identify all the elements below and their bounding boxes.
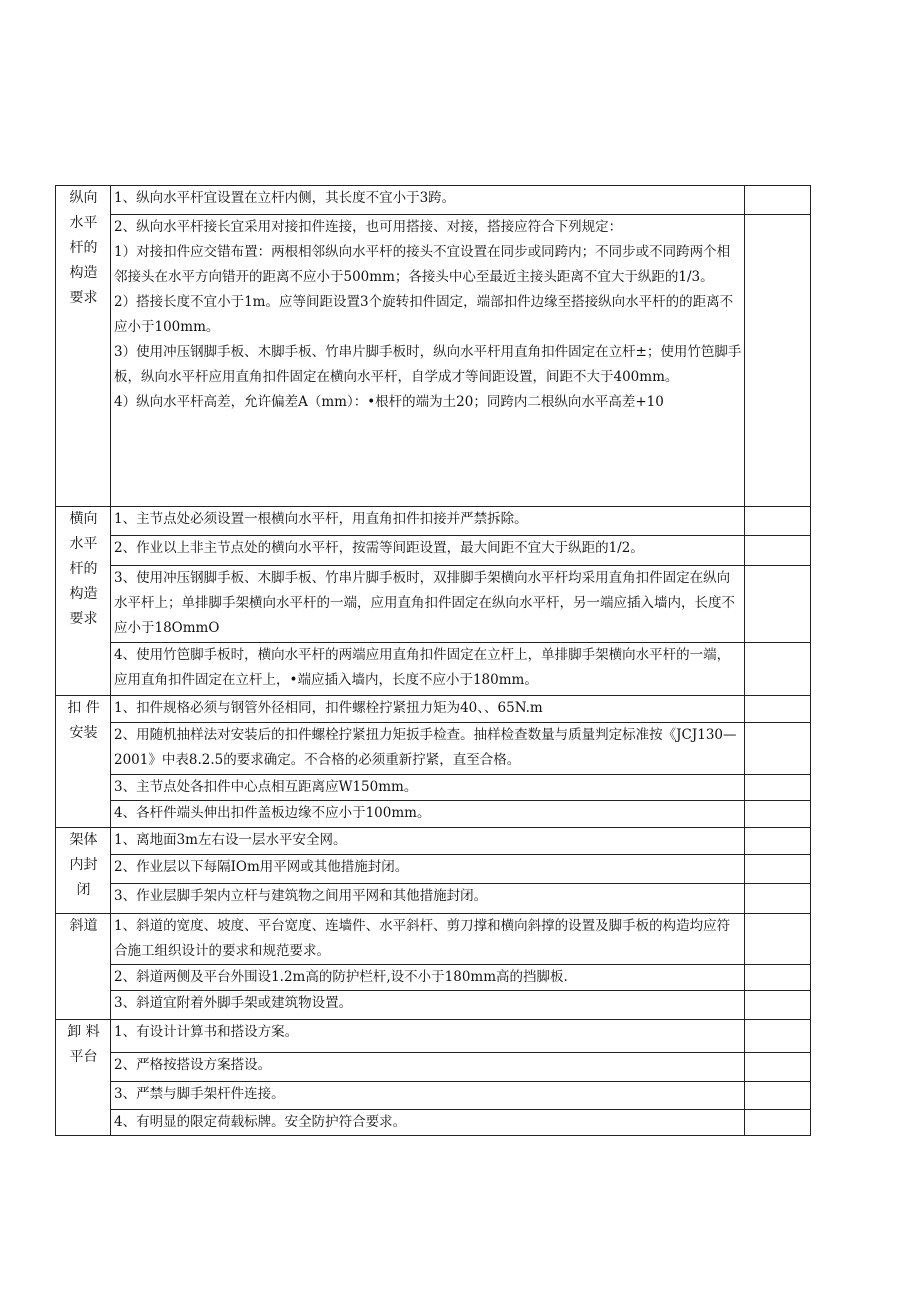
table-row <box>56 696 811 723</box>
check-cell <box>745 186 811 215</box>
item-cell: 4、有明显的限定荷载标牌。安全防护符合要求。 <box>111 1110 745 1136</box>
checklist-table <box>55 185 811 1136</box>
table-row <box>56 801 811 828</box>
table-row <box>56 828 811 855</box>
table-row <box>56 991 811 1020</box>
check-cell <box>745 1053 811 1082</box>
item-cell: 3、主节点处各扣件中心点相互距离应W150mm。 <box>111 775 745 801</box>
table-row <box>56 1110 811 1136</box>
item-cell: 2、用随机抽样法对安装后的扣件螺栓拧紧扭力矩扳手检查。抽样检查数量与质量判定标准按《JCJ130—2001》中表8.2.5的要求确定。不合格的必须重新拧紧，直至合格。 <box>111 723 745 775</box>
check-cell <box>745 914 811 965</box>
item-cell: 1、纵向水平杆宜设置在立杆内侧，其长度不宜小于3跨。 <box>111 186 745 215</box>
check-cell <box>745 775 811 801</box>
table-row <box>56 1053 811 1082</box>
check-cell <box>745 507 811 536</box>
check-cell <box>745 855 811 884</box>
item-cell: 2、作业以上非主节点处的横向水平杆，按需等间距设置，最大间距不宜大于纵距的1/2。 <box>111 536 745 566</box>
item-cell: 3、严禁与脚手架杆件连接。 <box>111 1082 745 1110</box>
check-cell <box>745 643 811 696</box>
check-cell <box>745 965 811 991</box>
item-cell: 1、斜道的宽度、坡度、平台宽度、连墙件、水平斜杆、剪刀撑和横向斜撑的设置及脚手板的构造均应符合施工组织设计的要求和规范要求。 <box>111 914 745 965</box>
check-cell <box>745 566 811 643</box>
check-cell <box>745 536 811 566</box>
table-row <box>56 536 811 566</box>
check-cell <box>745 801 811 828</box>
item-cell: 2、纵向水平杆接长宜采用对接扣件连接，也可用搭接、对接，搭接应符合下列规定： 1）对接扣件应交错布置：两根相邻纵向水平杆的接头不宜设置在同步或同跨内；不同步或不同跨两个相邻接头在水平方向错开的距离不应小于500mm；各接头中心至最近主接头距离不宜大于纵距的1/3。 2）搭接长度不宜小于1m。应等间距设置3个旋转扣件固定，端部扣件边缘至搭接纵向水平杆的的距离不应小于100mm。 3）使用冲压钢脚手板、木脚手板、竹串片脚手板时，纵向水平杆用直角扣件固定在立杆±；使用竹笆脚手板，纵向水平杆应用直角扣件固定在横向水平杆，自学成才等间距设置，间距不大于400mm。 4）纵向水平杆高差，允许偏差A（mm）：•根杆的端为土20；同跨内二根纵向水平高差+10 <box>111 215 745 507</box>
table-row <box>56 723 811 775</box>
check-cell <box>745 884 811 914</box>
check-cell <box>745 1110 811 1136</box>
check-cell <box>745 696 811 723</box>
table-row <box>56 1082 811 1110</box>
check-cell <box>745 723 811 775</box>
item-cell: 2、严格按搭设方案搭设。 <box>111 1053 745 1082</box>
category-cell: 纵向水平杆的构造要求 <box>56 186 111 507</box>
table-row <box>56 643 811 696</box>
item-cell: 1、离地面3m左右设一层水平安全网。 <box>111 828 745 855</box>
item-cell: 4、各杆件端头伸出扣件盖板边缘不应小于100mm。 <box>111 801 745 828</box>
category-cell: 卸 料平台 <box>56 1020 111 1136</box>
category-cell: 横向水平杆的构造要求 <box>56 507 111 696</box>
category-cell: 扣 件安装 <box>56 696 111 828</box>
item-cell: 3、使用冲压钢脚手板、木脚手板、竹串片脚手板时，双排脚手架横向水平杆均采用直角扣件固定在纵向水平杆上；单排脚手架横向水平杆的一端，应用直角扣件固定在纵向水平杆，另一端应插入墙内，长度不应小于18OmmO <box>111 566 745 643</box>
table-row <box>56 914 811 965</box>
table-row <box>56 1020 811 1053</box>
check-cell <box>745 991 811 1020</box>
check-cell <box>745 1020 811 1053</box>
item-cell: 1、主节点处必须设置一根横向水平杆，用直角扣件扣接并严禁拆除。 <box>111 507 745 536</box>
item-cell: 2、作业层以下每隔IOm用平网或其他措施封闭。 <box>111 855 745 884</box>
table-row <box>56 186 811 215</box>
item-cell: 1、扣件规格必须与钢管外径相同，扣件螺栓拧紧扭力矩为40、、65N.m <box>111 696 745 723</box>
table-row <box>56 884 811 914</box>
item-cell: 3、斜道宜附着外脚手架或建筑物设置。 <box>111 991 745 1020</box>
table-row <box>56 507 811 536</box>
table-row <box>56 215 811 507</box>
table-row <box>56 566 811 643</box>
item-cell: 2、斜道两侧及平台外围设1.2m高的防护栏杆,设不小于180mm高的挡脚板. <box>111 965 745 991</box>
category-cell: 架体内封闭 <box>56 828 111 914</box>
check-cell <box>745 828 811 855</box>
table-row <box>56 965 811 991</box>
table-row <box>56 855 811 884</box>
category-cell: 斜道 <box>56 914 111 1020</box>
check-cell <box>745 1082 811 1110</box>
table-row <box>56 775 811 801</box>
item-cell: 4、使用竹笆脚手板时，横向水平杆的两端应用直角扣件固定在立杆上，单排脚手架横向水平杆的一端，应用直角扣件固定在立杆上，•端应插入墙内，长度不应小于180mm。 <box>111 643 745 696</box>
check-cell <box>745 215 811 507</box>
item-cell: 3、作业层脚手架内立杆与建筑物之间用平网和其他措施封闭。 <box>111 884 745 914</box>
item-cell: 1、有设计计算书和搭设方案。 <box>111 1020 745 1053</box>
